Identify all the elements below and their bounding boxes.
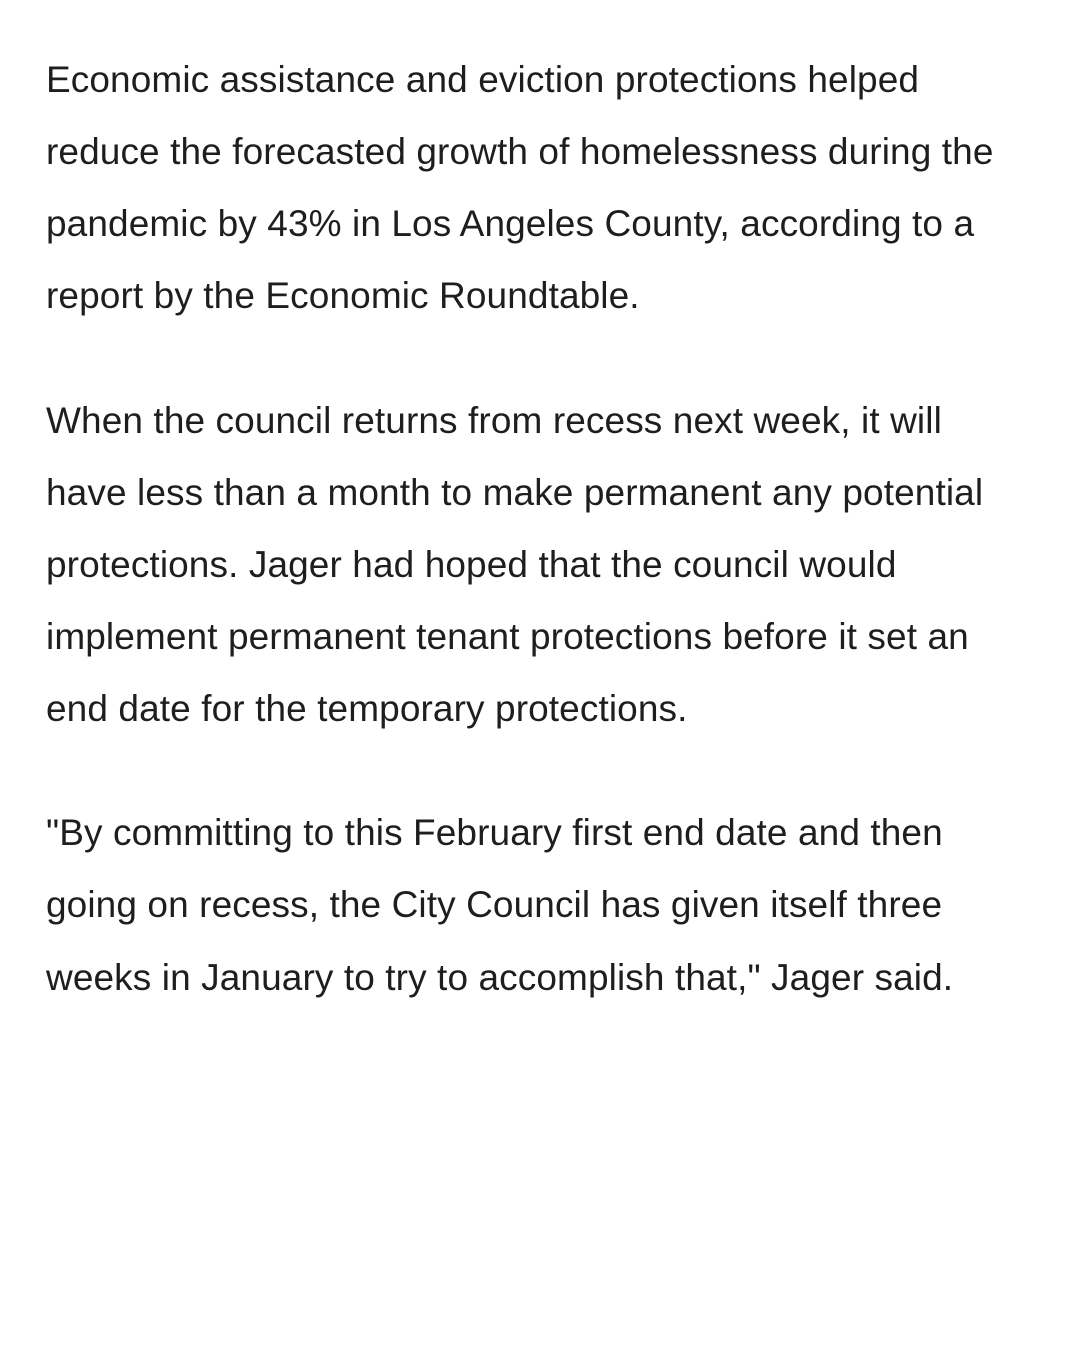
paragraph-2: When the council returns from recess next week, it will have less than a month to make permanent any potential protections. Jager had hoped that the council would implement permanent tenant protections before it set an end date for the temporary protections.: [46, 399, 984, 730]
paragraph-3: "By committing to this February first end date and then going on recess, the City Council has given itself three weeks in January to try to accomplish that," Jager said.: [46, 812, 954, 998]
paragraph-1: Economic assistance and eviction protections helped reduce the forecasted growth of homelessness during the pandemic by 43% in Los Angeles County, according to a report by the Economic Roundtable.: [46, 59, 994, 317]
